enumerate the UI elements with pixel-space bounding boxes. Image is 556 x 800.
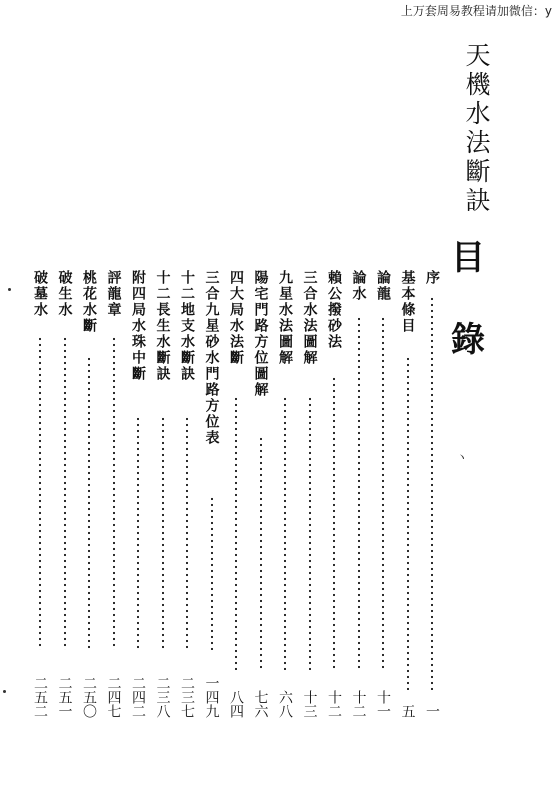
toc-entry-page: 二三八 bbox=[154, 676, 171, 718]
toc-entry-title: 賴公撥砂法 bbox=[326, 270, 342, 350]
edge-speck bbox=[8, 288, 11, 291]
toc-heading-char-2: 錄 bbox=[451, 320, 485, 360]
toc-leader-dots bbox=[358, 316, 360, 670]
toc-entry-title: 十二長生水斷訣 bbox=[154, 270, 171, 382]
toc-leader-dots bbox=[407, 356, 409, 690]
toc-entry bbox=[202, 270, 222, 718]
toc-entry-title: 桃花水斷 bbox=[81, 270, 97, 334]
toc-entry bbox=[177, 270, 197, 718]
toc-leader-dots bbox=[382, 316, 384, 670]
toc-leader-dots bbox=[309, 396, 311, 670]
toc-heading-char-1: 目 bbox=[451, 238, 485, 278]
toc-entry-title: 十二地支水斷訣 bbox=[179, 270, 195, 382]
toc-entry-page: 二四二 bbox=[130, 676, 146, 718]
toc-entry-title: 三合水法圖解 bbox=[301, 270, 318, 366]
toc-entry-title: 基本條目 bbox=[399, 270, 416, 334]
toc-entry-title: 九星水法圖解 bbox=[277, 270, 293, 366]
toc-entry-page: 二五一 bbox=[56, 676, 73, 718]
toc-leader-dots bbox=[186, 416, 188, 650]
toc-entry bbox=[104, 270, 124, 718]
toc-entry-page: 十一 bbox=[375, 690, 391, 718]
toc-entry-page: 六八 bbox=[277, 690, 293, 718]
toc-entry bbox=[398, 270, 418, 718]
toc-entry bbox=[153, 270, 173, 718]
toc-leader-dots bbox=[162, 416, 164, 650]
toc-entry bbox=[422, 270, 442, 718]
toc-entry-page: 二五二 bbox=[32, 676, 48, 718]
toc-leader-dots bbox=[88, 356, 90, 650]
toc-entry bbox=[373, 270, 393, 718]
toc-entry-title: 破墓水 bbox=[32, 270, 48, 318]
watermark-text: 上万套周易教程请加微信：y bbox=[400, 4, 552, 18]
toc-leader-dots bbox=[211, 496, 213, 650]
toc-entry-page: 二五〇 bbox=[81, 676, 97, 718]
toc-entry-title: 序 bbox=[424, 270, 440, 286]
toc-entry-page: 二三七 bbox=[179, 676, 195, 718]
toc-leader-dots bbox=[137, 416, 139, 650]
toc-entry bbox=[30, 270, 50, 718]
toc-leader-dots bbox=[113, 336, 115, 650]
toc-entry-title: 論龍 bbox=[375, 270, 391, 302]
toc-leader-dots bbox=[64, 336, 66, 650]
toc-leader-dots bbox=[235, 396, 237, 670]
edge-speck bbox=[3, 690, 6, 693]
toc-leader-dots bbox=[431, 296, 433, 690]
toc-entry-title: 四大局水法斷 bbox=[228, 270, 244, 366]
toc-entry-page: 七六 bbox=[252, 690, 269, 718]
toc-entry bbox=[251, 270, 271, 718]
toc-entry-page: 五 bbox=[399, 704, 416, 718]
toc-leader-dots bbox=[260, 436, 262, 670]
book-title: 天機水法斷訣 bbox=[462, 42, 491, 216]
toc-entry-page: 二四七 bbox=[105, 676, 122, 718]
toc-entry-page: 十三 bbox=[301, 690, 318, 718]
toc-entry bbox=[300, 270, 320, 718]
toc-leader-dots bbox=[284, 396, 286, 670]
toc-entry-title: 三合九星砂水門路方位表 bbox=[203, 270, 220, 446]
toc-entry-title: 破生水 bbox=[56, 270, 73, 318]
toc-entry bbox=[128, 270, 148, 718]
toc-entry-page: 十二 bbox=[350, 690, 367, 718]
toc-entry bbox=[349, 270, 369, 718]
toc-leader-dots bbox=[333, 376, 335, 670]
toc-entry-page: 一 bbox=[424, 704, 440, 718]
toc-heading bbox=[448, 238, 492, 368]
toc-entry-title: 評龍章 bbox=[105, 270, 122, 318]
toc-entry bbox=[79, 270, 99, 718]
toc-entry-title: 陽宅門路方位圖解 bbox=[252, 270, 269, 398]
toc-entry-title: 論水 bbox=[350, 270, 367, 302]
toc-entry-title: 附四局水珠中斷 bbox=[130, 270, 146, 382]
toc-entry-page: 一四九 bbox=[203, 676, 220, 718]
toc-entry-page: 八四 bbox=[228, 690, 244, 718]
toc-entry bbox=[226, 270, 246, 718]
toc-entry-page: 十二 bbox=[326, 690, 342, 718]
marginal-mark: ヽ bbox=[456, 450, 469, 464]
toc-entry bbox=[324, 270, 344, 718]
toc-entry bbox=[275, 270, 295, 718]
toc-leader-dots bbox=[39, 336, 41, 650]
toc-entry bbox=[55, 270, 75, 718]
